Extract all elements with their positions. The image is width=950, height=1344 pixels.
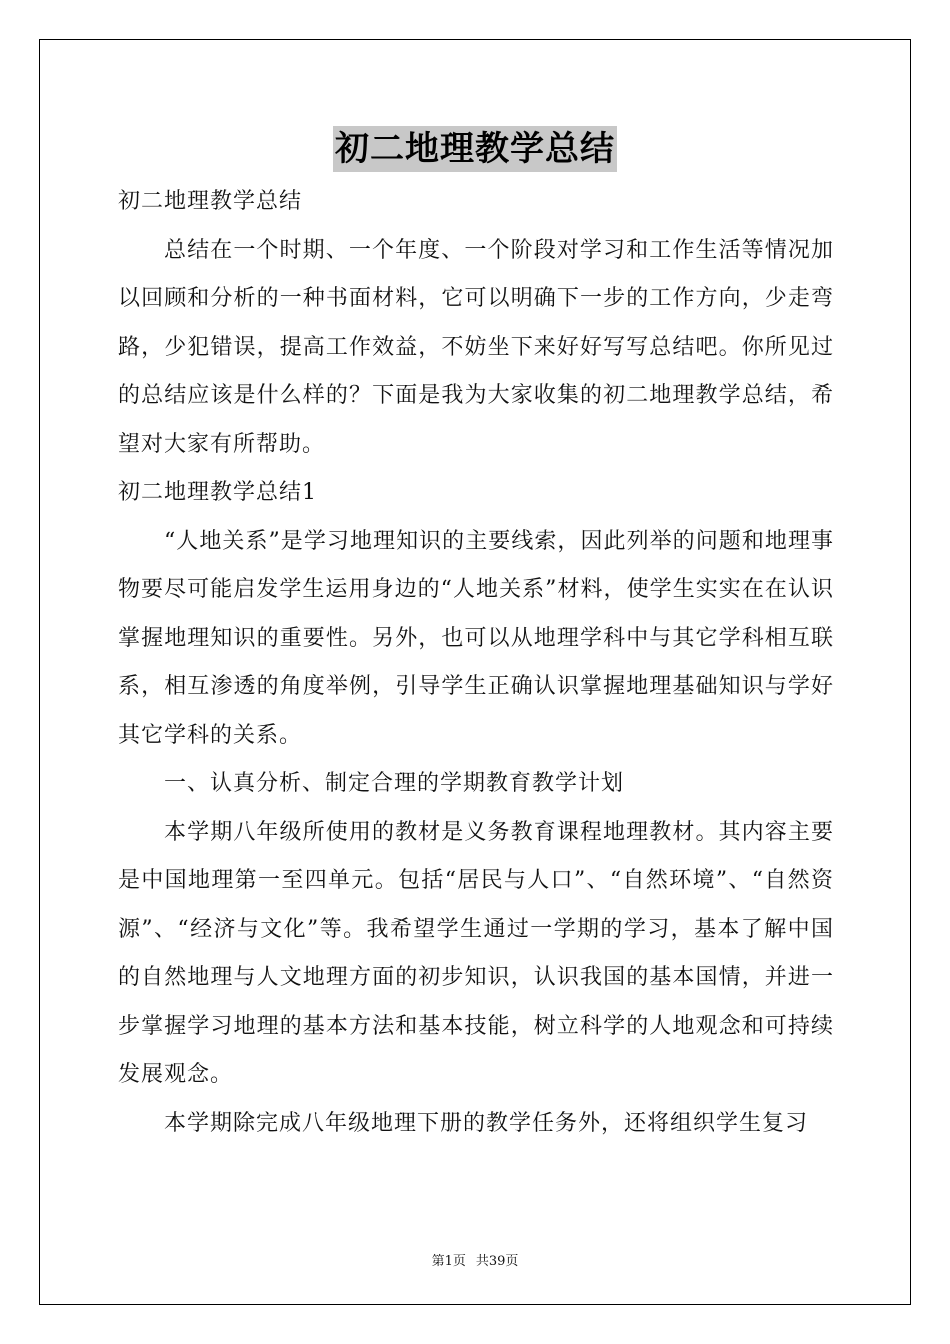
document-title: 初二地理教学总结: [333, 126, 617, 172]
paragraph-textbook: 本学期八年级所使用的教材是义务教育课程地理教材。其内容主要是中国地理第一至四单元。包括“居民与人口”、“自然环境”、“自然资源”、“经济与文化”等。我希望学生通过一学期的学习，基本了解中国的自然地理与人文地理方面的初步知识，认识我国的基本国情，并进一步掌握学习地理的基本方法和基本技能，树立科学的人地观念和可持续发展观念。: [118, 819, 834, 1087]
page-footer: [0, 1250, 950, 1269]
paragraph-review: 本学期除完成八年级地理下册的教学任务外，还将组织学生复习: [164, 1110, 809, 1136]
subtitle-line: 初二地理教学总结: [118, 189, 303, 214]
intro-paragraph: 总结在一个时期、一个年度、一个阶段对学习和工作生活等情况加以回顾和分析的一种书面材料，它可以明确下一步的工作方向，少走弯路，少犯错误，提高工作效益，不妨坐下来好好写写总结吧。你所见过的总结应该是什么样的？下面是我为大家收集的初二地理教学总结，希望对大家有所帮助。: [118, 237, 834, 457]
title-container: [0, 126, 950, 172]
page-number: 第1页: [431, 1254, 466, 1269]
document-body: [118, 178, 834, 1148]
section-heading-1: 初二地理教学总结1: [118, 480, 317, 505]
section-heading-plan: 一、认真分析、制定合理的学期教育教学计划: [164, 771, 625, 796]
page-total: 共39页: [475, 1254, 519, 1269]
paragraph-human-land: “人地关系”是学习地理知识的主要线索，因此列举的问题和地理事物要尽可能启发学生运用身边的“人地关系”材料，使学生实实在在认识掌握地理知识的重要性。另外，也可以从地理学科中与其它学科相互联系，相互渗透的角度举例，引导学生正确认识掌握地理基础知识与学好其它学科的关系。: [118, 528, 834, 748]
